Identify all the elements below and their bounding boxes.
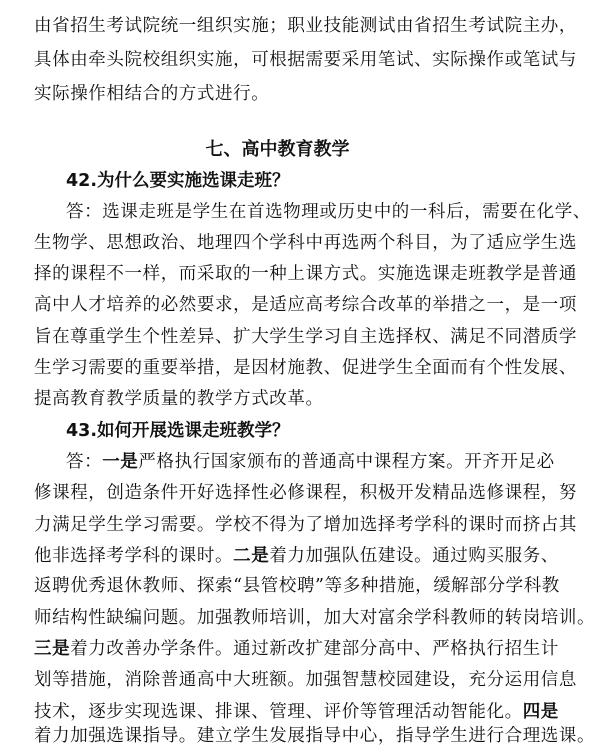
answer-43-line-4	[34, 545, 559, 567]
answer-42-line-5: 旨在尊重学生个性差异、扩大学生学习自主选择权、满足不同潜质学	[34, 326, 577, 347]
answer-43-line-7	[34, 638, 559, 660]
point-three-label: 三是	[34, 639, 71, 660]
answer-42-line-6: 生学习需要的重要举措，是因材施教、促进学生全面而有个性发展、	[34, 357, 577, 378]
answer-42-line-7: 提高教育教学质量的教学方式改革。	[34, 388, 324, 409]
point-four-label: 四是	[522, 701, 559, 722]
answer-43-line-8: 划等措施，消除普通高中大班额。加强智慧校园建设，充分运用信息	[34, 669, 577, 690]
answer-43-line-9	[34, 701, 559, 723]
answer-42-line-4: 高中人才培养的必然要求，是适应高考综合改革的举措之一，是一项	[34, 295, 577, 315]
answer-42-line-1: 答：选课走班是学生在首选物理或历史中的一科后，需要在化学、	[66, 201, 591, 222]
answer-42-line-2: 生物学、思想政治、地理四个学科中再选两个科目，为了适应学生选	[34, 233, 577, 254]
question-43: 43.如何开展选课走班教学？	[66, 421, 290, 442]
answer-43-line-1-text: 严格执行国家颁布的普通高中课程方案。开齐开足必	[138, 452, 555, 473]
point-one-label: 一是	[102, 452, 139, 473]
point-two-label: 二是	[233, 545, 270, 566]
answer-43-line-4-text: 他非选择考学科的课时。	[34, 545, 234, 566]
answer-42-line-3: 择的课程不一样，而采取的一种上课方式。实施选课走班教学是普通	[34, 264, 577, 285]
answer-43-line-6: 师结构性缺编问题。加强教师培训，加大对富余学科教师的转岗培训。	[34, 608, 595, 629]
question-42: 42.为什么要实施选课走班？	[66, 170, 290, 191]
answer-43-line-1	[66, 451, 555, 473]
answer-43-line-7-text: 着力改善办学条件。通过新改扩建部分高中、严格执行招生计	[70, 639, 559, 660]
intro-line-2: 具体由牵头院校组织实施，可根据需要采用笔试、实际操作或笔试与	[34, 50, 577, 71]
answer-43-prefix: 答：	[66, 452, 103, 473]
intro-line-1: 由省招生考试院统一组织实施；职业技能测试由省招生考试院主办，	[34, 16, 577, 37]
answer-43-line-3: 力满足学生学习需要。学校不得为了增加选择考学科的课时而挤占其	[34, 514, 577, 535]
answer-43-line-9-text: 技术，逐步实现选课、排课、管理、评价等管理活动智能化。	[34, 701, 523, 722]
answer-43-line-10: 着力加强选课指导。建立学生发展指导中心，指导学生进行合理选课。	[34, 725, 595, 746]
intro-line-3: 实际操作相结合的方式进行。	[34, 83, 270, 104]
answer-43-line-5: 返聘优秀退休教师、探索“县管校聘”等多种措施，缓解部分学科教	[34, 576, 560, 597]
answer-43-line-4-rest: 着力加强队伍建设。通过购买服务、	[269, 545, 559, 566]
answer-43-line-2: 修课程，创造条件开好选择性必修课程，积极开发精品选修课程，努	[34, 482, 577, 503]
section-heading: 七、高中教育教学	[205, 138, 350, 160]
